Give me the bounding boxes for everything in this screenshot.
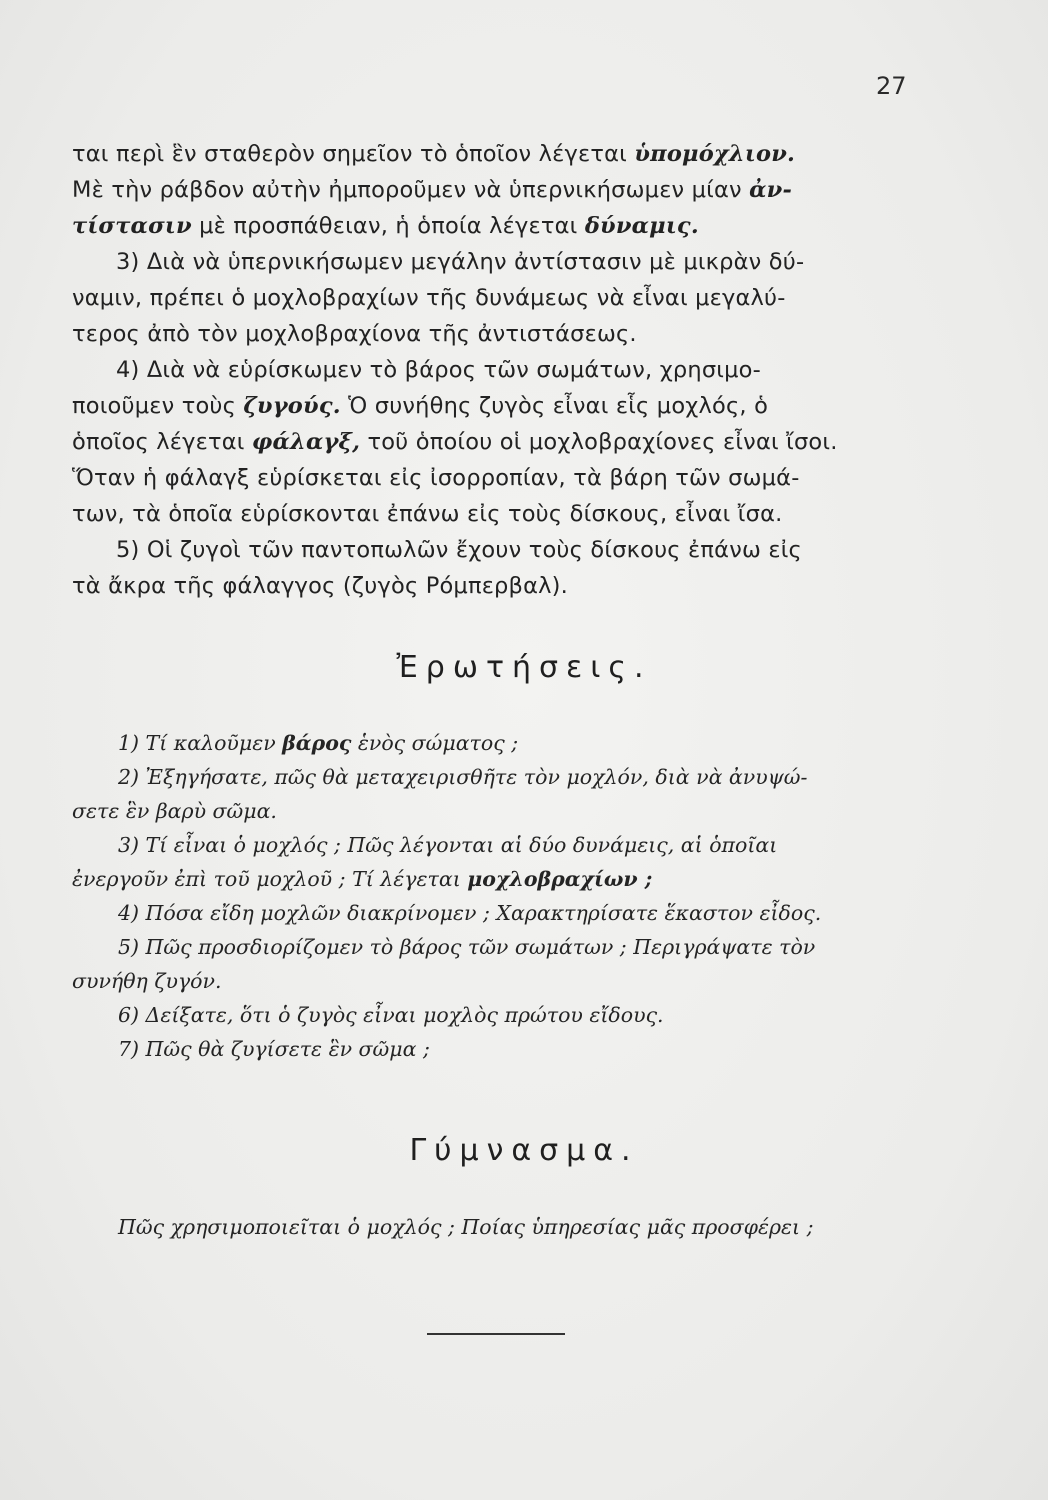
question-line [118,726,918,760]
body-line [72,532,908,568]
body-line [72,460,908,496]
key-term: φάλαγξ, [251,429,361,455]
body-line-content [72,496,782,532]
question-line [118,930,918,964]
body-line-text: μὲ προσπάθειαν, ἡ ὁποία λέγεται [191,213,585,239]
body-line [72,388,908,424]
question-line [72,862,918,896]
exercise-block [118,1210,918,1244]
page-number: 27 [876,72,907,100]
key-term: ζυγούς. [243,393,341,419]
body-line-content [116,532,802,568]
question-text: σετε ἓν βαρὺ σῶμα. [72,799,277,823]
body-line [72,568,908,604]
question-text: 1) Τί καλοῦμεν [118,731,283,755]
body-line [72,136,908,172]
question-text: 7) Πῶς θὰ ζυγίσετε ἓν σῶμα ; [118,1037,430,1061]
exercise-text: Πῶς χρησιμοποιεῖται ὁ μοχλός ; Ποίας ὑπηρεσίας μᾶς προσφέρει ; [118,1215,814,1239]
body-line-content [72,316,637,352]
body-line [72,208,908,244]
question-text: ἐνεργοῦν ἐπὶ τοῦ μοχλοῦ ; Τί λέγεται [72,867,468,891]
question-line [118,1032,918,1066]
key-term: δύναμις. [584,213,699,239]
exercise-heading: Γύμνασμα. [409,1133,639,1168]
body-line-text: 4) Διὰ νὰ εὑρίσκωμεν τὸ βάρος τῶν σωμάτων, χρησιμο- [116,357,761,383]
body-line-text: ποιοῦμεν τοὺς [72,393,244,419]
key-term: ὑπομόχλιον. [634,141,796,167]
key-term: ἀν- [749,177,793,203]
body-line-content [72,208,699,244]
body-line-content [72,460,800,496]
body-line [72,352,908,388]
body-line-text: ται περὶ ἓν σταθερὸν σημεῖον τὸ ὁποῖον λέγεται [72,141,635,167]
body-line-text: Ὅταν ἡ φάλαγξ εὑρίσκεται εἰς ἰσορροπίαν, τὰ βάρη τῶν σωμά- [72,465,800,491]
body-line-content [72,172,792,208]
question-text: 4) Πόσα εἴδη μοχλῶν διακρίνομεν ; Χαρακτηρίσατε ἕκαστον εἶδος. [118,901,822,925]
key-term: τίστασιν [72,213,192,239]
question-key-term: μοχλοβραχίων ; [467,867,653,891]
question-line [72,794,918,828]
question-line [118,760,918,794]
body-line [72,244,908,280]
body-line-content [116,352,761,388]
question-line [118,998,918,1032]
body-line-content [72,388,768,424]
body-line-text: τὰ ἄκρα τῆς φάλαγγος (ζυγὸς Ρόμπερβαλ). [72,573,568,599]
question-line [118,828,918,862]
question-line [72,964,918,998]
body-line [72,496,908,532]
question-text: ἑνὸς σώματος ; [351,731,519,755]
body-line-content [72,424,838,460]
body-line-text: Ὁ συνήθης ζυγὸς εἶναι εἷς μοχλός, ὁ [340,393,769,419]
questions-list [72,726,918,1066]
questions-heading: Ἐρωτήσεις. [396,650,652,685]
question-text: 5) Πῶς προσδιορίζομεν τὸ βάρος τῶν σωμάτων ; Περιγράψατε τὸν [118,935,816,959]
question-text: 6) Δείξατε, ὅτι ὁ ζυγὸς εἶναι μοχλὸς πρώτου εἴδους. [118,1003,664,1027]
body-line [72,424,908,460]
body-line-text: ναμιν, πρέπει ὁ μοχλοβραχίων τῆς δυνάμεως νὰ εἶναι μεγαλύ- [72,285,786,311]
body-line-content [116,244,804,280]
body-line-text: Μὲ τὴν ράβδον αὐτὴν ἠμποροῦμεν νὰ ὑπερνικήσωμεν μίαν [72,177,750,203]
question-text: 3) Τί εἶναι ὁ μοχλός ; Πῶς λέγονται αἱ δύο δυνάμεις, αἱ ὁποῖαι [118,833,778,857]
question-key-term: βάρος [282,731,352,755]
body-line-content [72,568,568,604]
body-line-content [72,280,786,316]
body-line-text: τερος ἀπὸ τὸν μοχλοβραχίονα τῆς ἀντιστάσεως. [72,321,637,347]
closing-rule [427,1333,565,1335]
question-text: 2) Ἐξηγήσατε, πῶς θὰ μεταχειρισθῆτε τὸν μοχλόν, διὰ νὰ ἀνυψώ- [118,765,808,789]
question-text: συνήθη ζυγόν. [72,969,222,993]
body-line-text: 3) Διὰ νὰ ὑπερνικήσωμεν μεγάλην ἀντίστασιν μὲ μικρὰν δύ- [116,249,805,275]
body-line-content [72,136,795,172]
body-line-text: τοῦ ὁποίου οἱ μοχλοβραχίονες εἶναι ἴσοι. [360,429,838,455]
question-line [118,896,918,930]
body-line [72,172,908,208]
body-line [72,280,908,316]
body-line-text: των, τὰ ὁποῖα εὑρίσκονται ἐπάνω εἰς τοὺς δίσκους, εἶναι ἴσα. [72,501,783,527]
body-line-text: 5) Οἱ ζυγοὶ τῶν παντοπωλῶν ἔχουν τοὺς δίσκους ἐπάνω εἰς [116,537,802,563]
body-line [72,316,908,352]
body-line-text: ὁποῖος λέγεται [72,429,252,455]
body-text [72,136,908,604]
